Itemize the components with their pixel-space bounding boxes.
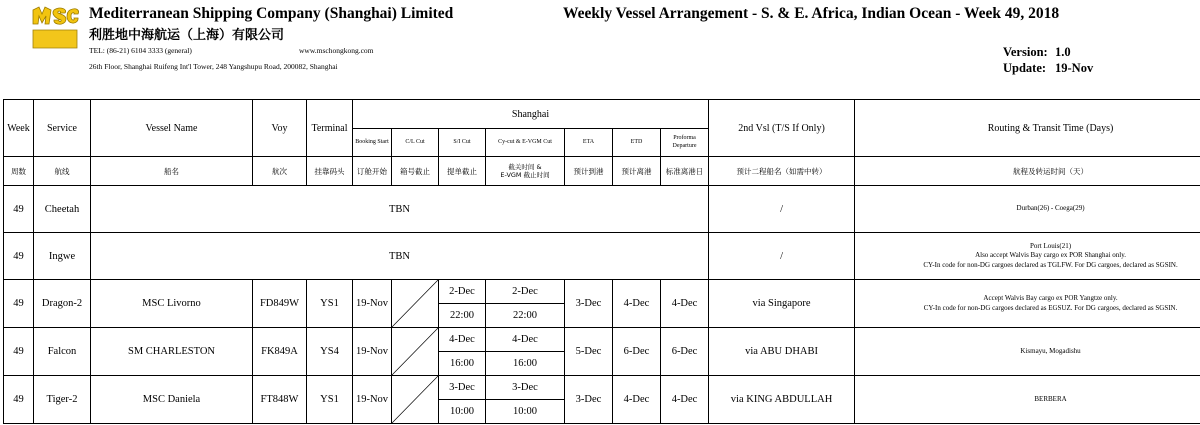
cell-vessel: MSC Daniela bbox=[91, 376, 253, 424]
col-cy-cut-cn-line2: E-VGM 截止时间 bbox=[500, 171, 550, 179]
cell-cl-cut bbox=[392, 376, 439, 424]
routing-line: Durban(26) - Coega(29) bbox=[1016, 204, 1085, 213]
routing-line: CY-In code for non-DG cargoes declared as TGLFW. For DG cargoes, declared as SGSIN. bbox=[923, 260, 1178, 269]
col-booking-start: Booking Start bbox=[353, 129, 392, 157]
cell-si-date: 3-Dec bbox=[439, 376, 486, 400]
cell-cy-date: 4-Dec bbox=[486, 328, 565, 352]
col-proforma-cn: 标准离港日 bbox=[661, 157, 709, 186]
table-row bbox=[4, 328, 1200, 352]
cell-second-vsl: / bbox=[709, 233, 855, 280]
cell-routing bbox=[855, 328, 1200, 376]
cell-week: 49 bbox=[4, 328, 34, 376]
cell-service: Cheetah bbox=[34, 186, 91, 233]
company-name-en: Mediterranean Shipping Company (Shanghai) Limited bbox=[89, 5, 454, 22]
cell-voy: FT848W bbox=[253, 376, 307, 424]
cell-eta: 3-Dec bbox=[565, 280, 613, 328]
cell-tbn: TBN bbox=[91, 233, 709, 280]
cell-cy-date: 3-Dec bbox=[486, 376, 565, 400]
cell-routing bbox=[855, 186, 1200, 233]
cell-week: 49 bbox=[4, 186, 34, 233]
cell-terminal: YS1 bbox=[307, 280, 353, 328]
col-vessel-cn: 船名 bbox=[91, 157, 253, 186]
col-cy-cut-cn bbox=[486, 157, 565, 186]
col-service-cn: 航线 bbox=[34, 157, 91, 186]
routing-line: BERBERA bbox=[1034, 394, 1067, 403]
col-terminal: Terminal bbox=[307, 100, 353, 157]
routing-line: Accept Walvis Bay cargo ex POR Yangtze only. bbox=[983, 294, 1118, 303]
col-cl-cut-cn: 箱号截止 bbox=[392, 157, 439, 186]
diagonal-slash-icon bbox=[392, 280, 438, 327]
cell-etd: 4-Dec bbox=[613, 280, 661, 328]
cell-service: Falcon bbox=[34, 328, 91, 376]
cell-si-time: 10:00 bbox=[439, 400, 486, 424]
table-row bbox=[4, 280, 1200, 304]
table-row bbox=[4, 376, 1200, 400]
col-voy-cn: 航次 bbox=[253, 157, 307, 186]
msc-logo bbox=[30, 4, 80, 52]
col-proforma: Proforma Departure bbox=[661, 129, 709, 157]
cell-booking-start: 19-Nov bbox=[353, 280, 392, 328]
cell-etd: 6-Dec bbox=[613, 328, 661, 376]
col-cy-cut: Cy-cut & E-VGM Cut bbox=[486, 129, 565, 157]
col-booking-start-cn: 订舱开始 bbox=[353, 157, 392, 186]
cell-cy-date: 2-Dec bbox=[486, 280, 565, 304]
col-terminal-cn: 挂靠码头 bbox=[307, 157, 353, 186]
routing-line: Port Louis(21) bbox=[1030, 241, 1072, 250]
cell-terminal: YS4 bbox=[307, 328, 353, 376]
cell-second-vsl: via Singapore bbox=[709, 280, 855, 328]
routing-line: CY-In code for non-DG cargoes declared as EGSUZ. For DG cargoes, declared as SGSIN. bbox=[923, 303, 1178, 312]
cell-cl-cut bbox=[392, 280, 439, 328]
col-shanghai: Shanghai bbox=[353, 100, 709, 129]
cell-tbn: TBN bbox=[91, 186, 709, 233]
cell-si-time: 16:00 bbox=[439, 352, 486, 376]
version-value: 1.0 bbox=[1055, 45, 1071, 59]
version-info bbox=[1003, 45, 1071, 60]
col-second-vsl: 2nd Vsl (T/S If Only) bbox=[709, 100, 855, 157]
company-address: 26th Floor, Shanghai Ruifeng Int'l Tower, 248 Yangshupu Road, 200082, Shanghai bbox=[89, 62, 338, 71]
header-row-cn bbox=[4, 157, 1200, 186]
routing-line: Also accept Walvis Bay cargo ex POR Shanghai only. bbox=[975, 251, 1127, 260]
cell-service: Dragon-2 bbox=[34, 280, 91, 328]
contact-website[interactable]: www.mschongkong.com bbox=[299, 46, 374, 55]
cell-second-vsl: via KING ABDULLAH bbox=[709, 376, 855, 424]
cell-second-vsl: / bbox=[709, 186, 855, 233]
cell-eta: 3-Dec bbox=[565, 376, 613, 424]
col-vessel: Vessel Name bbox=[91, 100, 253, 157]
col-second-vsl-cn: 预计二程船名（如需中转） bbox=[709, 157, 855, 186]
routing-line: Kismayu, Mogadishu bbox=[1020, 346, 1081, 355]
diagonal-slash-icon bbox=[392, 328, 438, 375]
document-title: Weekly Vessel Arrangement - S. & E. Africa, Indian Ocean - Week 49, 2018 bbox=[563, 5, 1060, 22]
col-etd: ETD bbox=[613, 129, 661, 157]
cell-second-vsl: via ABU DHABI bbox=[709, 328, 855, 376]
cell-service: Ingwe bbox=[34, 233, 91, 280]
cell-cy-time: 16:00 bbox=[486, 352, 565, 376]
company-name-cn: 利胜地中海航运（上海）有限公司 bbox=[89, 28, 285, 43]
cell-routing bbox=[855, 233, 1200, 280]
cell-eta: 5-Dec bbox=[565, 328, 613, 376]
cell-routing bbox=[855, 376, 1200, 424]
cell-voy: FD849W bbox=[253, 280, 307, 328]
table-row bbox=[4, 186, 1200, 233]
update-info bbox=[1003, 61, 1093, 76]
cell-booking-start: 19-Nov bbox=[353, 376, 392, 424]
update-label: Update: bbox=[1003, 61, 1047, 75]
col-routing-cn: 航程及转运时间（天） bbox=[855, 157, 1200, 186]
col-cy-cut-cn-line1: 截关时间 & bbox=[508, 162, 542, 171]
cell-week: 49 bbox=[4, 376, 34, 424]
col-cl-cut: C/L Cut bbox=[392, 129, 439, 157]
cell-booking-start: 19-Nov bbox=[353, 328, 392, 376]
cell-service: Tiger-2 bbox=[34, 376, 91, 424]
cell-voy: FK849A bbox=[253, 328, 307, 376]
col-eta: ETA bbox=[565, 129, 613, 157]
col-etd-cn: 预计离港 bbox=[613, 157, 661, 186]
header-row-en bbox=[4, 100, 1200, 129]
cell-cl-cut bbox=[392, 328, 439, 376]
col-service: Service bbox=[34, 100, 91, 157]
version-label: Version: bbox=[1003, 45, 1048, 59]
table-row bbox=[4, 233, 1200, 280]
col-eta-cn: 预计到港 bbox=[565, 157, 613, 186]
cell-week: 49 bbox=[4, 233, 34, 280]
cell-cy-time: 10:00 bbox=[486, 400, 565, 424]
cell-cy-time: 22:00 bbox=[486, 304, 565, 328]
col-voy: Voy bbox=[253, 100, 307, 157]
cell-proforma: 4-Dec bbox=[661, 280, 709, 328]
cell-routing bbox=[855, 280, 1200, 328]
cell-week: 49 bbox=[4, 280, 34, 328]
col-routing: Routing & Transit Time (Days) bbox=[855, 100, 1200, 157]
cell-terminal: YS1 bbox=[307, 376, 353, 424]
contact-phone: TEL: (86-21) 6104 3333 (general) bbox=[89, 46, 192, 55]
cell-vessel: SM CHARLESTON bbox=[91, 328, 253, 376]
col-si-cut-cn: 提单截止 bbox=[439, 157, 486, 186]
cell-si-date: 4-Dec bbox=[439, 328, 486, 352]
vessel-schedule-table bbox=[3, 99, 1200, 424]
msc-logo-icon bbox=[30, 4, 80, 52]
cell-proforma: 4-Dec bbox=[661, 376, 709, 424]
cell-vessel: MSC Livorno bbox=[91, 280, 253, 328]
cell-si-date: 2-Dec bbox=[439, 280, 486, 304]
col-si-cut: S/I Cut bbox=[439, 129, 486, 157]
cell-si-time: 22:00 bbox=[439, 304, 486, 328]
col-week-cn: 周数 bbox=[4, 157, 34, 186]
col-week: Week bbox=[4, 100, 34, 157]
cell-proforma: 6-Dec bbox=[661, 328, 709, 376]
diagonal-slash-icon bbox=[392, 376, 438, 423]
cell-etd: 4-Dec bbox=[613, 376, 661, 424]
update-value: 19-Nov bbox=[1055, 61, 1094, 75]
